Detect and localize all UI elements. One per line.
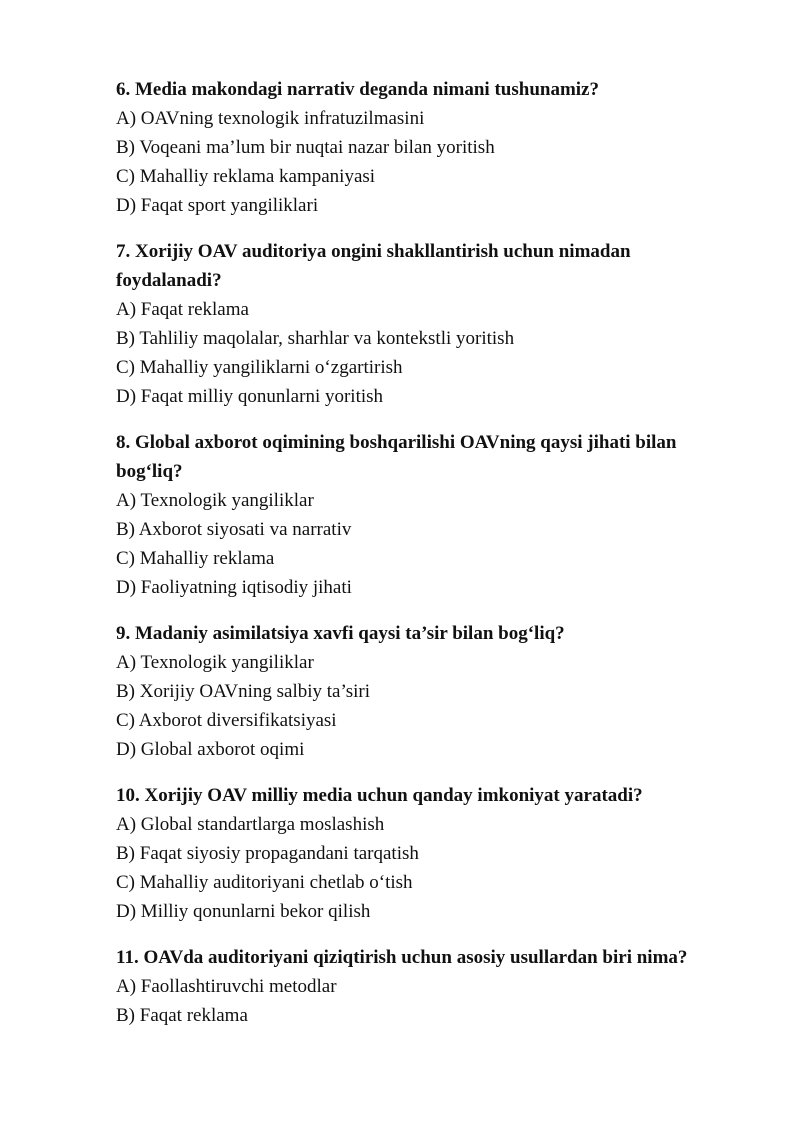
document-page xyxy=(116,75,716,1047)
answer-option-a: A) Global standartlarga moslashish xyxy=(116,814,385,835)
answer-option-d: D) Global axborot oqimi xyxy=(116,739,305,760)
answer-option-a: A) Texnologik yangiliklar xyxy=(116,490,314,511)
question-10 xyxy=(116,781,716,926)
question-8 xyxy=(116,428,716,602)
answer-option-d: D) Faoliyatning iqtisodiy jihati xyxy=(116,577,352,598)
answer-option-a: A) Faollashtiruvchi metodlar xyxy=(116,976,337,997)
question-title: 10. Xorijiy OAV milliy media uchun qanday imkoniyat yaratadi? xyxy=(116,785,643,806)
answer-option-b: B) Xorijiy OAVning salbiy ta’siri xyxy=(116,681,371,702)
answer-option-b: B) Faqat siyosiy propagandani tarqatish xyxy=(116,843,419,864)
question-9 xyxy=(116,619,716,764)
answer-option-a: A) OAVning texnologik infratuzilmasini xyxy=(116,108,425,129)
answer-option-c: C) Mahalliy reklama kampaniyasi xyxy=(116,166,376,187)
answer-option-a: A) Faqat reklama xyxy=(116,299,249,320)
answer-option-c: C) Axborot diversifikatsiyasi xyxy=(116,710,337,731)
answer-option-b: B) Tahliliy maqolalar, sharhlar va kontekstli yoritish xyxy=(116,328,515,349)
question-6 xyxy=(116,75,716,220)
question-7 xyxy=(116,237,716,411)
answer-option-d: D) Faqat sport yangiliklari xyxy=(116,195,319,216)
answer-option-c: C) Mahalliy auditoriyani chetlab o‘tish xyxy=(116,872,413,893)
answer-option-b: B) Axborot siyosati va narrativ xyxy=(116,519,352,540)
answer-option-b: B) Faqat reklama xyxy=(116,1005,248,1026)
question-title: 8. Global axborot oqimining boshqarilishi OAVning qaysi jihati bilan bog‘liq? xyxy=(116,432,677,482)
question-title: 6. Media makondagi narrativ deganda nimani tushunamiz? xyxy=(116,79,599,100)
answer-option-a: A) Texnologik yangiliklar xyxy=(116,652,314,673)
answer-option-c: C) Mahalliy reklama xyxy=(116,548,275,569)
question-title: 7. Xorijiy OAV auditoriya ongini shakllantirish uchun nimadan foydalanadi? xyxy=(116,241,631,291)
answer-option-d: D) Faqat milliy qonunlarni yoritish xyxy=(116,386,384,407)
answer-option-b: B) Voqeani ma’lum bir nuqtai nazar bilan yoritish xyxy=(116,137,495,158)
question-title: 11. OAVda auditoriyani qiziqtirish uchun asosiy usullardan biri nima? xyxy=(116,947,688,968)
question-11 xyxy=(116,943,716,1030)
answer-option-d: D) Milliy qonunlarni bekor qilish xyxy=(116,901,371,922)
answer-option-c: C) Mahalliy yangiliklarni o‘zgartirish xyxy=(116,357,403,378)
question-title: 9. Madaniy asimilatsiya xavfi qaysi ta’sir bilan bog‘liq? xyxy=(116,623,565,644)
